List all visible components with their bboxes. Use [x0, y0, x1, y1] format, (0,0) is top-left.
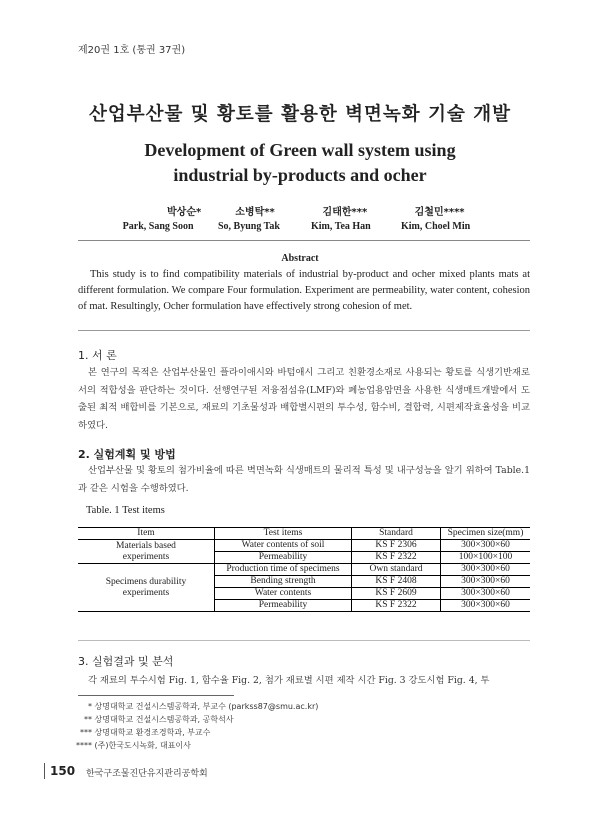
section-2-text: 산업부산물 및 황토의 첨가비율에 따른 벽면녹화 식생매트의 물리적 특성 및 내구성능을 알기 위하여 Table.1 과 같은 시험을 수행하였다.	[78, 465, 530, 494]
author-3-ko: 김태한***	[322, 207, 368, 218]
group-materials-based	[78, 540, 215, 564]
divider-top	[78, 240, 530, 241]
author-4-en: Kim, Choel Min	[401, 221, 471, 232]
group-materials-based-line2: experiments	[122, 551, 170, 562]
author-1	[115, 203, 201, 232]
table-cell-test-item: Water contents of soil	[215, 540, 352, 552]
table-cell-size: 100×100×100	[441, 552, 531, 564]
table-cell-test-item: Bending strength	[215, 576, 352, 588]
footnote-divider	[78, 695, 234, 696]
author-4-ko: 김철민****	[414, 207, 465, 218]
section-1-text: 본 연구의 목적은 산업부산물인 플라이애시와 바텀애시 그리고 친환경소재로 사용되는 황토를 식생기반재로서의 적합성을 판단하는 것이다. 선행연구된 저융점섬유(LMF)와 폐농업용암면을 사용한 식생매트개발에서 도출된 최적 배합비를 기본으로, 재료의 기초물성과 배합별시편의 투수성, 함수비, 결합력, 시편제작효율성을 비교하였다.	[78, 367, 530, 431]
divider-table	[78, 640, 530, 641]
table-caption: Table. 1 Test items	[86, 505, 165, 516]
group-specimens-durability-line2: experiments	[122, 587, 170, 598]
table-header-standard: Standard	[352, 528, 441, 540]
table-cell-size: 300×300×60	[441, 588, 531, 600]
footnote-1: * 상명대학교 건설시스템공학과, 부교수 (parkss87@smu.ac.kr)	[88, 702, 319, 711]
title-english-line1: Development of Green wall system using	[144, 140, 456, 160]
table-cell-standard: KS F 2322	[352, 600, 441, 612]
table-cell-size: 300×300×60	[441, 540, 531, 552]
abstract-text: This study is to find compatibility materials of industrial by-product and ocher mixed plants mats at different formulation. We compare Four formulation. Experiment are permeability, water content, cohesion of mat. Resultingly, Ocher formulation have effectively strong cohesion of met.	[78, 269, 530, 312]
title-korean: 산업부산물 및 황토를 활용한 벽면녹화 기술 개발	[88, 104, 512, 125]
author-4	[401, 203, 470, 232]
author-2-en: So, Byung Tak	[218, 221, 280, 232]
author-2-ko: 소병탁**	[235, 207, 275, 218]
journal-name: 한국구조물진단유지관리공학회	[86, 769, 208, 779]
footnote-4: **** (주)한국도시녹화, 대표이사	[76, 741, 191, 750]
section-2-heading: 2. 실험계획 및 방법	[78, 448, 176, 461]
table-cell-standard: KS F 2322	[352, 552, 441, 564]
table-header-test-items: Test items	[215, 528, 352, 540]
group-materials-based-line1: Materials based	[116, 540, 176, 551]
volume-header: 제20권 1호 (통권 37권)	[78, 45, 186, 56]
table-cell-test-item: Permeability	[215, 552, 352, 564]
table-cell-test-item: Permeability	[215, 600, 352, 612]
group-specimens-durability	[78, 564, 215, 612]
table-header-item: Item	[78, 528, 215, 540]
table-cell-size: 300×300×60	[441, 600, 531, 612]
table-cell-size: 300×300×60	[441, 564, 531, 576]
footer-bar	[44, 763, 45, 779]
divider-abstract	[78, 330, 530, 331]
table-header-specimen-size: Specimen size(mm)	[441, 528, 531, 540]
table-cell-standard: Own standard	[352, 564, 441, 576]
table-cell-test-item: Water contents	[215, 588, 352, 600]
section-3-text: 각 재료의 투수시험 Fig. 1, 함수율 Fig. 2, 첨가 재료별 시편 제작 시간 Fig. 3 강도시험 Fig. 4, 투	[88, 675, 490, 686]
section-3-heading: 3. 실험결과 및 분석	[78, 655, 174, 668]
footnote-2: ** 상명대학교 건설시스템공학과, 공학석사	[84, 715, 234, 724]
table-header-row	[78, 528, 530, 540]
table-cell-standard: KS F 2408	[352, 576, 441, 588]
author-1-ko: 박상순*	[167, 207, 202, 218]
table-row	[78, 564, 530, 576]
table-cell-size: 300×300×60	[441, 576, 531, 588]
author-3-en: Kim, Tea Han	[311, 221, 371, 232]
author-2	[218, 203, 280, 232]
test-items-table	[78, 527, 530, 612]
group-specimens-durability-line1: Specimens durability	[105, 576, 187, 587]
title-english	[0, 138, 600, 188]
table-row	[78, 540, 530, 552]
footnote-3: *** 상명대학교 환경조경학과, 부교수	[80, 728, 211, 737]
author-1-en: Park, Sang Soon	[122, 221, 194, 232]
title-english-line2: industrial by-products and ocher	[173, 165, 427, 185]
section-1-heading: 1. 서 론	[78, 349, 117, 362]
abstract-heading: Abstract	[281, 253, 319, 264]
author-3	[311, 203, 371, 232]
page-number: 150	[50, 764, 76, 778]
table-cell-test-item: Production time of specimens	[215, 564, 352, 576]
table-cell-standard: KS F 2306	[352, 540, 441, 552]
table-cell-standard: KS F 2609	[352, 588, 441, 600]
